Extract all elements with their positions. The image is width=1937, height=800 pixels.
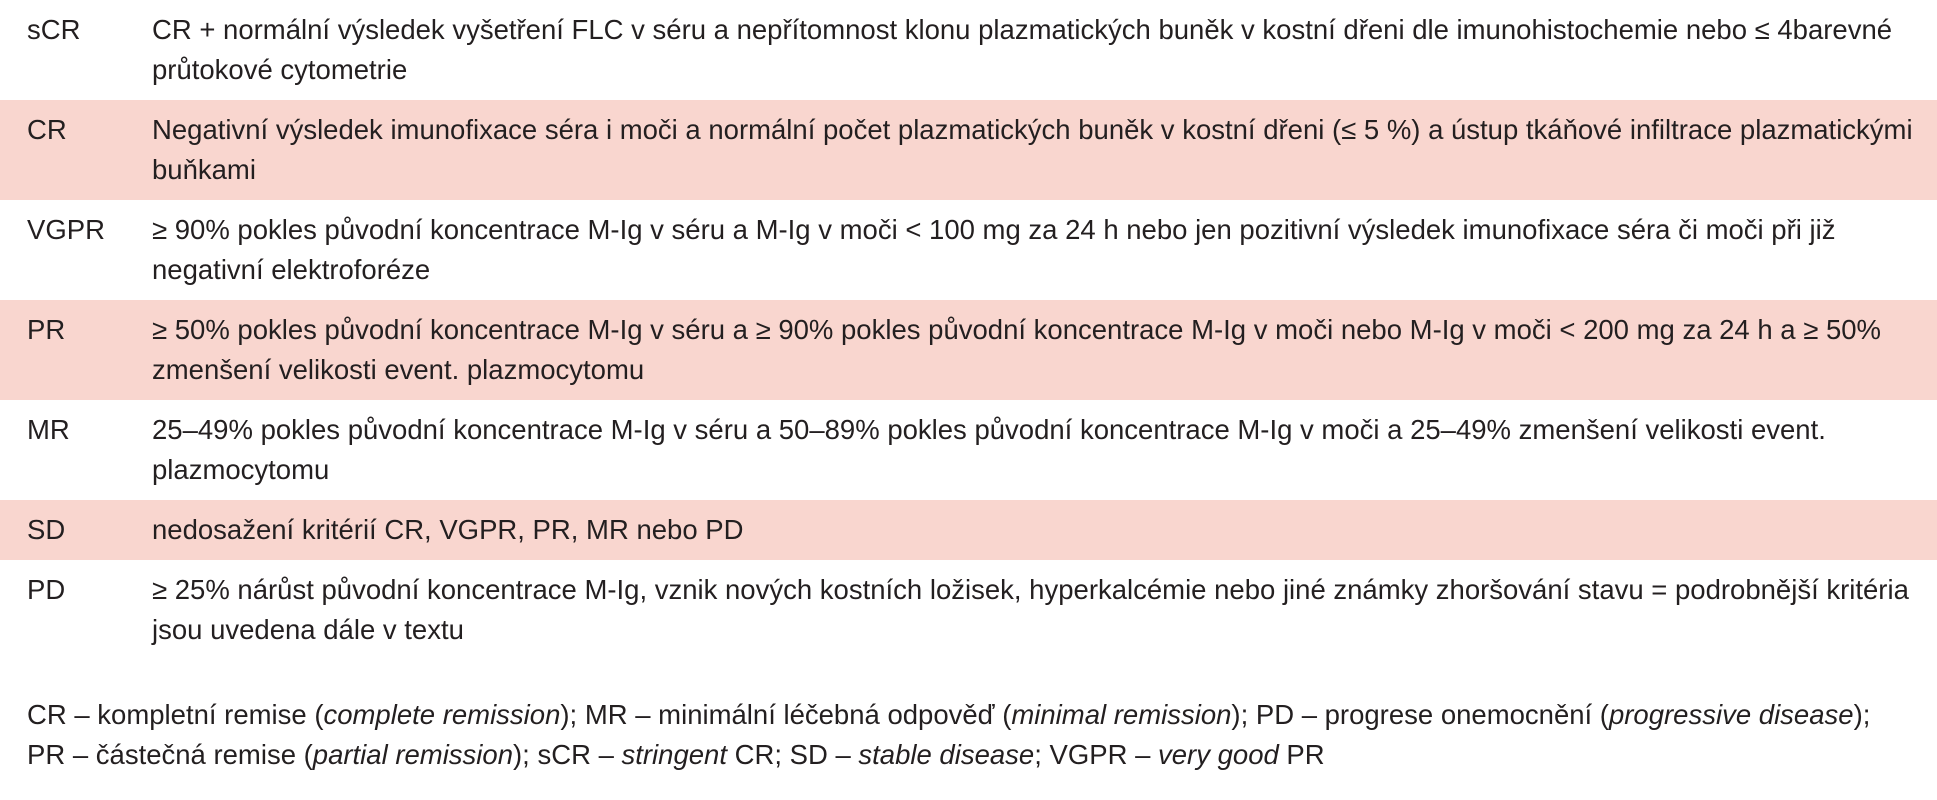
row-description: ≥ 25% nárůst původní koncentrace M-Ig, vznik nových kostních ložisek, hyperkalcémie nebo jiné známky zhoršování stavu = podrobnější kritéria jsou uvedena dále v textu	[152, 574, 1909, 645]
row-abbreviation: VGPR	[27, 214, 105, 245]
row-abbreviation: sCR	[27, 14, 81, 45]
footnote-segment-italic: stringent	[621, 739, 727, 770]
row-description: ≥ 50% pokles původní koncentrace M-Ig v séru a ≥ 90% pokles původní koncentrace M-Ig v moči nebo M-Ig v moči < 200 mg za 24 h a ≥ 50% zmenšení velikosti event. plazmocytomu	[152, 314, 1882, 385]
footnote-segment: CR; SD –	[726, 739, 859, 770]
row-description: nedosažení kritérií CR, VGPR, PR, MR nebo PD	[152, 514, 744, 545]
row-abbreviation: MR	[27, 414, 70, 445]
footnote-segment-italic: partial remission	[312, 739, 514, 770]
row-abbreviation: SD	[27, 514, 66, 545]
row-abbreviation: CR	[27, 114, 67, 145]
row-description: 25–49% pokles původní koncentrace M-Ig v séru a 50–89% pokles původní koncentrace M-Ig v moči a 25–49% zmenšení velikosti event. plazmocytomu	[152, 414, 1826, 485]
table-row	[0, 500, 1937, 560]
footnote-segment-italic: progressive disease	[1608, 699, 1854, 730]
footnote-segment: ; VGPR –	[1034, 739, 1159, 770]
row-description: CR + normální výsledek vyšetření FLC v séru a nepřítomnost klonu plazmatických buněk v kostní dřeni dle imunohistochemie nebo ≤ 4barevné průtokové cytometrie	[152, 14, 1893, 85]
row-description: ≥ 90% pokles původní koncentrace M-Ig v séru a M-Ig v moči < 100 mg za 24 h nebo jen pozitivní výsledek imunofixace séra či moči při již negativní elektroforéze	[152, 214, 1836, 285]
footnote-segment: CR – kompletní remise (	[27, 699, 324, 730]
table-row	[0, 100, 1937, 200]
row-abbreviation: PR	[27, 314, 66, 345]
table-row	[0, 200, 1937, 300]
footnote-segment-italic: complete remission	[323, 699, 561, 730]
table-row	[0, 300, 1937, 400]
footnote-segment-italic: very good	[1158, 739, 1279, 770]
footnote-segment: PR	[1278, 739, 1325, 770]
table-row	[0, 400, 1937, 500]
table-row	[0, 0, 1937, 100]
footnote-segment-italic: stable disease	[858, 739, 1035, 770]
row-abbreviation: PD	[27, 574, 66, 605]
table-footnote	[27, 695, 1907, 775]
footnote-segment-italic: minimal remission	[1011, 699, 1232, 730]
footnote-segment: ); MR – minimální léčebná odpověď (	[560, 699, 1012, 730]
row-description: Negativní výsledek imunofixace séra i moči a normální počet plazmatických buněk v kostní dřeni (≤ 5 %) a ústup tkáňové infiltrace plazmatickými buňkami	[152, 114, 1913, 185]
footnote-segment: ); PD – progrese onemocnění (	[1231, 699, 1609, 730]
footnote-segment: ); PR – částečná remise (	[27, 699, 1871, 770]
footnote-segment: ); sCR –	[513, 739, 622, 770]
table-row	[0, 560, 1937, 660]
